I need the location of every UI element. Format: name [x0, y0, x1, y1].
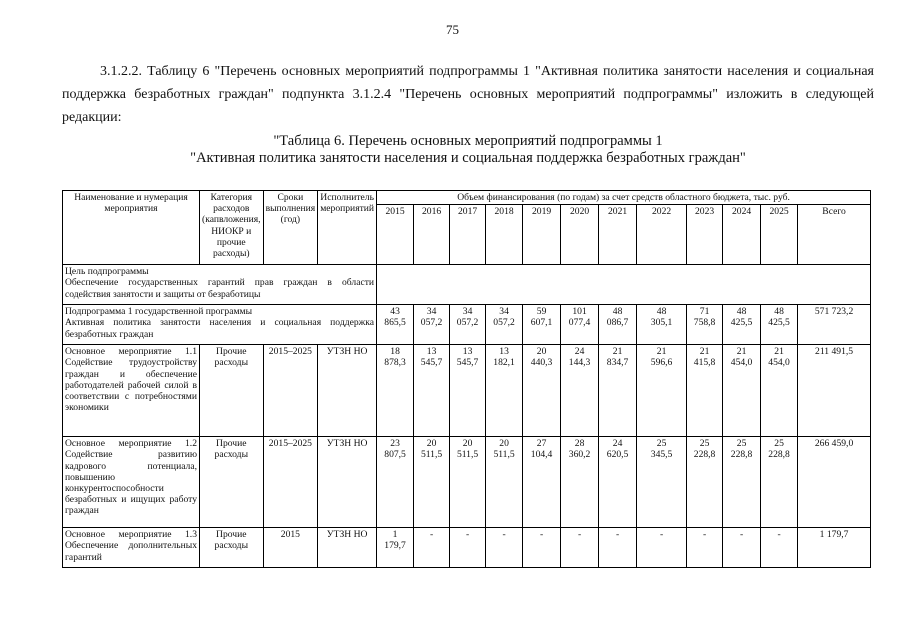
header-category: Категория расходов (капвложения, НИОКР и прочие расходы) [200, 191, 264, 265]
value-cell: - [723, 528, 761, 568]
total-cell: 211 491,5 [798, 345, 871, 437]
measure-executor: УТЗН НО [318, 437, 377, 528]
value-cell: 59 607,1 [523, 305, 561, 345]
total-cell: 1 179,7 [798, 528, 871, 568]
measure-terms: 2015 [263, 528, 318, 568]
value-cell: 34 057,2 [486, 305, 523, 345]
header-year: 2021 [599, 205, 637, 265]
value-cell: - [687, 528, 723, 568]
intro-paragraph: 3.1.2.2. Таблицу 6 "Перечень основных мероприятий подпрограммы 1 "Активная политика занятости населения и социальная поддержка безработных граждан" подпункта 3.1.2.4 "Перечень основных мероприятий подпрограммы" изложить в следующей редакции: [62, 64, 874, 125]
table-title-line2: "Активная политика занятости населения и социальная поддержка безработных граждан" [190, 150, 746, 166]
header-year: 2018 [486, 205, 523, 265]
value-cell: 28 360,2 [561, 437, 599, 528]
header-year: 2023 [687, 205, 723, 265]
value-cell: 43 865,5 [377, 305, 414, 345]
value-cell: - [761, 528, 798, 568]
value-cell: 34 057,2 [414, 305, 450, 345]
header-year: 2020 [561, 205, 599, 265]
total-cell: 571 723,2 [798, 305, 871, 345]
value-cell: 13 545,7 [450, 345, 486, 437]
value-cell: 21 415,8 [687, 345, 723, 437]
header-total: Всего [798, 205, 871, 265]
measure-terms: 2015–2025 [263, 345, 318, 437]
value-cell: 21 454,0 [723, 345, 761, 437]
value-cell: 21 596,6 [637, 345, 687, 437]
value-cell: 27 104,4 [523, 437, 561, 528]
value-cell: 101 077,4 [561, 305, 599, 345]
header-executor: Исполнитель мероприятий [318, 191, 377, 265]
value-cell: 48 425,5 [761, 305, 798, 345]
value-cell: 21 834,7 [599, 345, 637, 437]
value-cell: 48 425,5 [723, 305, 761, 345]
header-year: 2016 [414, 205, 450, 265]
goal-cell: Цель подпрограммы Обеспечение государственных гарантий прав граждан в области содействия занятости и защиты от безработицы [63, 265, 377, 305]
value-cell: 24 620,5 [599, 437, 637, 528]
value-cell: 23 807,5 [377, 437, 414, 528]
measure-executor: УТЗН НО [318, 528, 377, 568]
value-cell: 20 511,5 [486, 437, 523, 528]
header-name: Наименование и нумерация мероприятия [63, 191, 200, 265]
header-year: 2017 [450, 205, 486, 265]
table-title-line1: "Таблица 6. Перечень основных мероприятий подпрограммы 1 [273, 133, 663, 149]
value-cell: 25 228,8 [723, 437, 761, 528]
measure-name: Основное мероприятие 1.1 Содействие трудоустройству граждан и обеспечение работодателей рабочей силой в соответствии с потребностями экономики [63, 345, 200, 437]
value-cell: - [414, 528, 450, 568]
header-terms: Сроки выполнения (год) [263, 191, 318, 265]
value-cell: 25 345,5 [637, 437, 687, 528]
value-cell: 18 878,3 [377, 345, 414, 437]
header-year: 2025 [761, 205, 798, 265]
header-year: 2024 [723, 205, 761, 265]
measures-table [62, 190, 871, 568]
measure-executor: УТЗН НО [318, 345, 377, 437]
value-cell: - [599, 528, 637, 568]
subprogram-name: Подпрограмма 1 государственной программы Активная политика занятости населения и социальная поддержка безработных граждан [63, 305, 377, 345]
header-funding: Объем финансирования (по годам) за счет средств областного бюджета, тыс. руб. [377, 191, 871, 205]
measure-category: Прочие расходы [200, 345, 264, 437]
value-cell: 20 511,5 [450, 437, 486, 528]
value-cell: - [523, 528, 561, 568]
value-cell: - [450, 528, 486, 568]
header-year: 2022 [637, 205, 687, 265]
value-cell: 48 305,1 [637, 305, 687, 345]
value-cell: 25 228,8 [687, 437, 723, 528]
measure-category: Прочие расходы [200, 528, 264, 568]
value-cell: 25 228,8 [761, 437, 798, 528]
value-cell: 24 144,3 [561, 345, 599, 437]
value-cell: 48 086,7 [599, 305, 637, 345]
table-row [63, 437, 871, 528]
header-year: 2015 [377, 205, 414, 265]
goal-empty-cell [377, 265, 871, 305]
measure-terms: 2015–2025 [263, 437, 318, 528]
measures-table-wrapper [62, 190, 871, 568]
value-cell: 20 440,3 [523, 345, 561, 437]
table-title [62, 133, 874, 167]
measure-name: Основное мероприятие 1.3 Обеспечение дополнительных гарантий [63, 528, 200, 568]
table-row [63, 528, 871, 568]
value-cell: - [637, 528, 687, 568]
value-cell: 13 182,1 [486, 345, 523, 437]
total-cell: 266 459,0 [798, 437, 871, 528]
value-cell: - [486, 528, 523, 568]
value-cell: - [561, 528, 599, 568]
page-number: 75 [446, 22, 459, 37]
measure-name: Основное мероприятие 1.2 Содействие развитию кадрового потенциала, повышению конкурентоспособности безработных и ищущих работу граждан [63, 437, 200, 528]
value-cell: 20 511,5 [414, 437, 450, 528]
subprogram-row [63, 305, 871, 345]
value-cell: 71 758,8 [687, 305, 723, 345]
measure-category: Прочие расходы [200, 437, 264, 528]
header-year: 2019 [523, 205, 561, 265]
value-cell: 1 179,7 [377, 528, 414, 568]
value-cell: 13 545,7 [414, 345, 450, 437]
table-row [63, 345, 871, 437]
value-cell: 34 057,2 [450, 305, 486, 345]
value-cell: 21 454,0 [761, 345, 798, 437]
